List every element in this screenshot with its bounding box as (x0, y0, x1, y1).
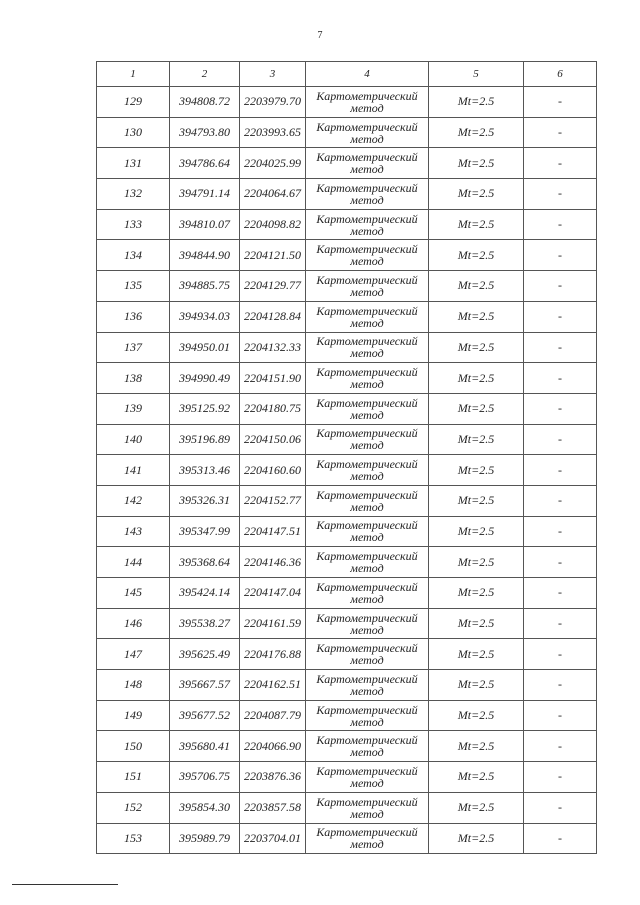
table-row (97, 363, 597, 394)
method-line-2: метод (350, 591, 384, 606)
column-header: 4 (306, 62, 429, 87)
table-row (97, 209, 597, 240)
point-number-cell: 151 (97, 762, 170, 793)
accuracy-cell: Mt=2.5 (429, 301, 524, 332)
method-line-1: Картометрический (316, 272, 418, 287)
column-6-cell: - (524, 485, 597, 516)
table-row (97, 240, 597, 271)
method-line-2: метод (350, 284, 384, 299)
method-cell (306, 87, 429, 118)
accuracy-cell: Mt=2.5 (429, 516, 524, 547)
column-6-cell: - (524, 209, 597, 240)
y-coordinate-cell: 2204121.50 (240, 240, 306, 271)
y-coordinate-cell: 2203704.01 (240, 823, 306, 854)
table-row (97, 762, 597, 793)
table-row (97, 700, 597, 731)
accuracy-cell: Mt=2.5 (429, 700, 524, 731)
y-coordinate-cell: 2204160.60 (240, 455, 306, 486)
point-number-cell: 142 (97, 485, 170, 516)
method-line-2: метод (350, 530, 384, 545)
accuracy-cell: Mt=2.5 (429, 455, 524, 486)
table-row (97, 670, 597, 701)
column-6-cell: - (524, 271, 597, 302)
x-coordinate-cell: 394786.64 (170, 148, 240, 179)
method-line-2: метод (350, 223, 384, 238)
table-row (97, 271, 597, 302)
y-coordinate-cell: 2204162.51 (240, 670, 306, 701)
table-row (97, 117, 597, 148)
table-row (97, 547, 597, 578)
table-row (97, 578, 597, 609)
x-coordinate-cell: 395125.92 (170, 393, 240, 424)
y-coordinate-cell: 2204147.51 (240, 516, 306, 547)
method-cell (306, 762, 429, 793)
method-line-1: Картометрический (316, 671, 418, 686)
method-line-1: Картометрический (316, 211, 418, 226)
point-number-cell: 138 (97, 363, 170, 394)
table-row (97, 639, 597, 670)
method-cell (306, 271, 429, 302)
accuracy-cell: Mt=2.5 (429, 578, 524, 609)
method-cell (306, 363, 429, 394)
method-line-2: метод (350, 806, 384, 821)
y-coordinate-cell: 2204128.84 (240, 301, 306, 332)
column-6-cell: - (524, 332, 597, 363)
x-coordinate-cell: 395313.46 (170, 455, 240, 486)
method-line-2: метод (350, 438, 384, 453)
method-line-2: метод (350, 192, 384, 207)
point-number-cell: 145 (97, 578, 170, 609)
y-coordinate-cell: 2204087.79 (240, 700, 306, 731)
table-row (97, 731, 597, 762)
x-coordinate-cell: 394885.75 (170, 271, 240, 302)
x-coordinate-cell: 394808.72 (170, 87, 240, 118)
column-6-cell: - (524, 455, 597, 486)
point-number-cell: 153 (97, 823, 170, 854)
y-coordinate-cell: 2204129.77 (240, 271, 306, 302)
x-coordinate-cell: 394844.90 (170, 240, 240, 271)
method-line-1: Картометрический (316, 395, 418, 410)
table-row (97, 516, 597, 547)
accuracy-cell: Mt=2.5 (429, 823, 524, 854)
method-cell (306, 700, 429, 731)
method-line-2: метод (350, 315, 384, 330)
y-coordinate-cell: 2204025.99 (240, 148, 306, 179)
method-line-2: метод (350, 100, 384, 115)
table-header-row (97, 62, 597, 87)
accuracy-cell: Mt=2.5 (429, 363, 524, 394)
method-line-1: Картометрический (316, 303, 418, 318)
point-number-cell: 132 (97, 179, 170, 210)
method-line-1: Картометрический (316, 518, 418, 533)
method-cell (306, 792, 429, 823)
y-coordinate-cell: 2204066.90 (240, 731, 306, 762)
method-line-1: Картометрический (316, 579, 418, 594)
y-coordinate-cell: 2204152.77 (240, 485, 306, 516)
column-header: 1 (97, 62, 170, 87)
x-coordinate-cell: 395854.30 (170, 792, 240, 823)
method-line-2: метод (350, 162, 384, 177)
table-row (97, 455, 597, 486)
accuracy-cell: Mt=2.5 (429, 547, 524, 578)
method-line-1: Картометрический (316, 88, 418, 103)
method-line-1: Картометрический (316, 702, 418, 717)
column-6-cell: - (524, 424, 597, 455)
method-cell (306, 332, 429, 363)
column-6-cell: - (524, 516, 597, 547)
x-coordinate-cell: 395538.27 (170, 608, 240, 639)
point-number-cell: 152 (97, 792, 170, 823)
x-coordinate-cell: 395677.52 (170, 700, 240, 731)
x-coordinate-cell: 395625.49 (170, 639, 240, 670)
y-coordinate-cell: 2204098.82 (240, 209, 306, 240)
point-number-cell: 150 (97, 731, 170, 762)
column-header: 3 (240, 62, 306, 87)
point-number-cell: 149 (97, 700, 170, 731)
x-coordinate-cell: 395368.64 (170, 547, 240, 578)
method-line-2: метод (350, 622, 384, 637)
y-coordinate-cell: 2204151.90 (240, 363, 306, 394)
method-line-1: Картометрический (316, 763, 418, 778)
point-number-cell: 139 (97, 393, 170, 424)
point-number-cell: 131 (97, 148, 170, 179)
point-number-cell: 141 (97, 455, 170, 486)
method-line-1: Картометрический (316, 457, 418, 472)
column-6-cell: - (524, 393, 597, 424)
x-coordinate-cell: 395989.79 (170, 823, 240, 854)
y-coordinate-cell: 2204132.33 (240, 332, 306, 363)
method-line-1: Картометрический (316, 365, 418, 380)
method-line-1: Картометрический (316, 242, 418, 257)
accuracy-cell: Mt=2.5 (429, 485, 524, 516)
method-line-2: метод (350, 131, 384, 146)
accuracy-cell: Mt=2.5 (429, 424, 524, 455)
table-row (97, 485, 597, 516)
y-coordinate-cell: 2204146.36 (240, 547, 306, 578)
table-row (97, 608, 597, 639)
x-coordinate-cell: 395424.14 (170, 578, 240, 609)
accuracy-cell: Mt=2.5 (429, 271, 524, 302)
column-6-cell: - (524, 547, 597, 578)
column-6-cell: - (524, 608, 597, 639)
accuracy-cell: Mt=2.5 (429, 670, 524, 701)
method-line-2: метод (350, 254, 384, 269)
column-6-cell: - (524, 700, 597, 731)
y-coordinate-cell: 2204150.06 (240, 424, 306, 455)
method-line-1: Картометрический (316, 641, 418, 656)
method-line-2: метод (350, 745, 384, 760)
column-6-cell: - (524, 87, 597, 118)
method-cell (306, 117, 429, 148)
y-coordinate-cell: 2204147.04 (240, 578, 306, 609)
accuracy-cell: Mt=2.5 (429, 762, 524, 793)
x-coordinate-cell: 394791.14 (170, 179, 240, 210)
y-coordinate-cell: 2203857.58 (240, 792, 306, 823)
accuracy-cell: Mt=2.5 (429, 87, 524, 118)
column-header: 5 (429, 62, 524, 87)
y-coordinate-cell: 2204180.75 (240, 393, 306, 424)
point-number-cell: 147 (97, 639, 170, 670)
column-6-cell: - (524, 240, 597, 271)
column-6-cell: - (524, 670, 597, 701)
y-coordinate-cell: 2203979.70 (240, 87, 306, 118)
point-number-cell: 144 (97, 547, 170, 578)
method-cell (306, 240, 429, 271)
method-cell (306, 455, 429, 486)
table-row (97, 332, 597, 363)
x-coordinate-cell: 395347.99 (170, 516, 240, 547)
y-coordinate-cell: 2204064.67 (240, 179, 306, 210)
accuracy-cell: Mt=2.5 (429, 117, 524, 148)
accuracy-cell: Mt=2.5 (429, 639, 524, 670)
column-6-cell: - (524, 823, 597, 854)
method-line-2: метод (350, 377, 384, 392)
method-line-1: Картометрический (316, 180, 418, 195)
x-coordinate-cell: 394810.07 (170, 209, 240, 240)
method-line-2: метод (350, 653, 384, 668)
accuracy-cell: Mt=2.5 (429, 240, 524, 271)
accuracy-cell: Mt=2.5 (429, 179, 524, 210)
column-6-cell: - (524, 363, 597, 394)
accuracy-cell: Mt=2.5 (429, 731, 524, 762)
accuracy-cell: Mt=2.5 (429, 148, 524, 179)
method-line-1: Картометрический (316, 549, 418, 564)
column-6-cell: - (524, 148, 597, 179)
x-coordinate-cell: 394793.80 (170, 117, 240, 148)
method-cell (306, 424, 429, 455)
method-cell (306, 485, 429, 516)
point-number-cell: 133 (97, 209, 170, 240)
column-6-cell: - (524, 301, 597, 332)
page-number: 7 (317, 30, 323, 41)
method-line-1: Картометрический (316, 334, 418, 349)
point-number-cell: 129 (97, 87, 170, 118)
x-coordinate-cell: 395680.41 (170, 731, 240, 762)
method-line-2: метод (350, 469, 384, 484)
x-coordinate-cell: 395667.57 (170, 670, 240, 701)
accuracy-cell: Mt=2.5 (429, 393, 524, 424)
point-number-cell: 134 (97, 240, 170, 271)
method-cell (306, 731, 429, 762)
column-header: 2 (170, 62, 240, 87)
method-line-1: Картометрический (316, 610, 418, 625)
method-cell (306, 209, 429, 240)
x-coordinate-cell: 395326.31 (170, 485, 240, 516)
point-number-cell: 140 (97, 424, 170, 455)
table-body (97, 87, 597, 854)
column-header: 6 (524, 62, 597, 87)
y-coordinate-cell: 2203993.65 (240, 117, 306, 148)
method-cell (306, 608, 429, 639)
column-6-cell: - (524, 792, 597, 823)
point-number-cell: 137 (97, 332, 170, 363)
method-cell (306, 547, 429, 578)
column-6-cell: - (524, 762, 597, 793)
accuracy-cell: Mt=2.5 (429, 792, 524, 823)
method-line-2: метод (350, 683, 384, 698)
method-line-1: Картометрический (316, 426, 418, 441)
method-cell (306, 578, 429, 609)
method-cell (306, 639, 429, 670)
table-row (97, 823, 597, 854)
x-coordinate-cell: 394934.03 (170, 301, 240, 332)
method-cell (306, 516, 429, 547)
accuracy-cell: Mt=2.5 (429, 209, 524, 240)
method-cell (306, 148, 429, 179)
accuracy-cell: Mt=2.5 (429, 608, 524, 639)
column-6-cell: - (524, 578, 597, 609)
column-6-cell: - (524, 639, 597, 670)
x-coordinate-cell: 395706.75 (170, 762, 240, 793)
point-number-cell: 130 (97, 117, 170, 148)
method-cell (306, 823, 429, 854)
method-line-2: метод (350, 346, 384, 361)
method-line-1: Картометрический (316, 119, 418, 134)
method-line-1: Картометрический (316, 150, 418, 165)
point-number-cell: 135 (97, 271, 170, 302)
footnote-separator (12, 884, 118, 885)
table-row (97, 87, 597, 118)
method-line-1: Картометрический (316, 794, 418, 809)
method-line-2: метод (350, 499, 384, 514)
x-coordinate-cell: 394950.01 (170, 332, 240, 363)
y-coordinate-cell: 2203876.36 (240, 762, 306, 793)
y-coordinate-cell: 2204161.59 (240, 608, 306, 639)
method-line-2: метод (350, 714, 384, 729)
coordinates-table (96, 61, 597, 854)
method-cell (306, 393, 429, 424)
column-6-cell: - (524, 731, 597, 762)
method-line-2: метод (350, 561, 384, 576)
table-row (97, 179, 597, 210)
method-cell (306, 670, 429, 701)
table-row (97, 301, 597, 332)
column-6-cell: - (524, 117, 597, 148)
point-number-cell: 136 (97, 301, 170, 332)
column-6-cell: - (524, 179, 597, 210)
method-line-2: метод (350, 775, 384, 790)
method-cell (306, 179, 429, 210)
method-line-2: метод (350, 837, 384, 852)
y-coordinate-cell: 2204176.88 (240, 639, 306, 670)
table-row (97, 424, 597, 455)
table-row (97, 393, 597, 424)
accuracy-cell: Mt=2.5 (429, 332, 524, 363)
method-line-1: Картометрический (316, 825, 418, 840)
point-number-cell: 146 (97, 608, 170, 639)
method-line-1: Картометрический (316, 733, 418, 748)
point-number-cell: 143 (97, 516, 170, 547)
method-line-1: Картометрический (316, 487, 418, 502)
table-row (97, 148, 597, 179)
table-row (97, 792, 597, 823)
method-line-2: метод (350, 407, 384, 422)
method-cell (306, 301, 429, 332)
x-coordinate-cell: 394990.49 (170, 363, 240, 394)
x-coordinate-cell: 395196.89 (170, 424, 240, 455)
point-number-cell: 148 (97, 670, 170, 701)
